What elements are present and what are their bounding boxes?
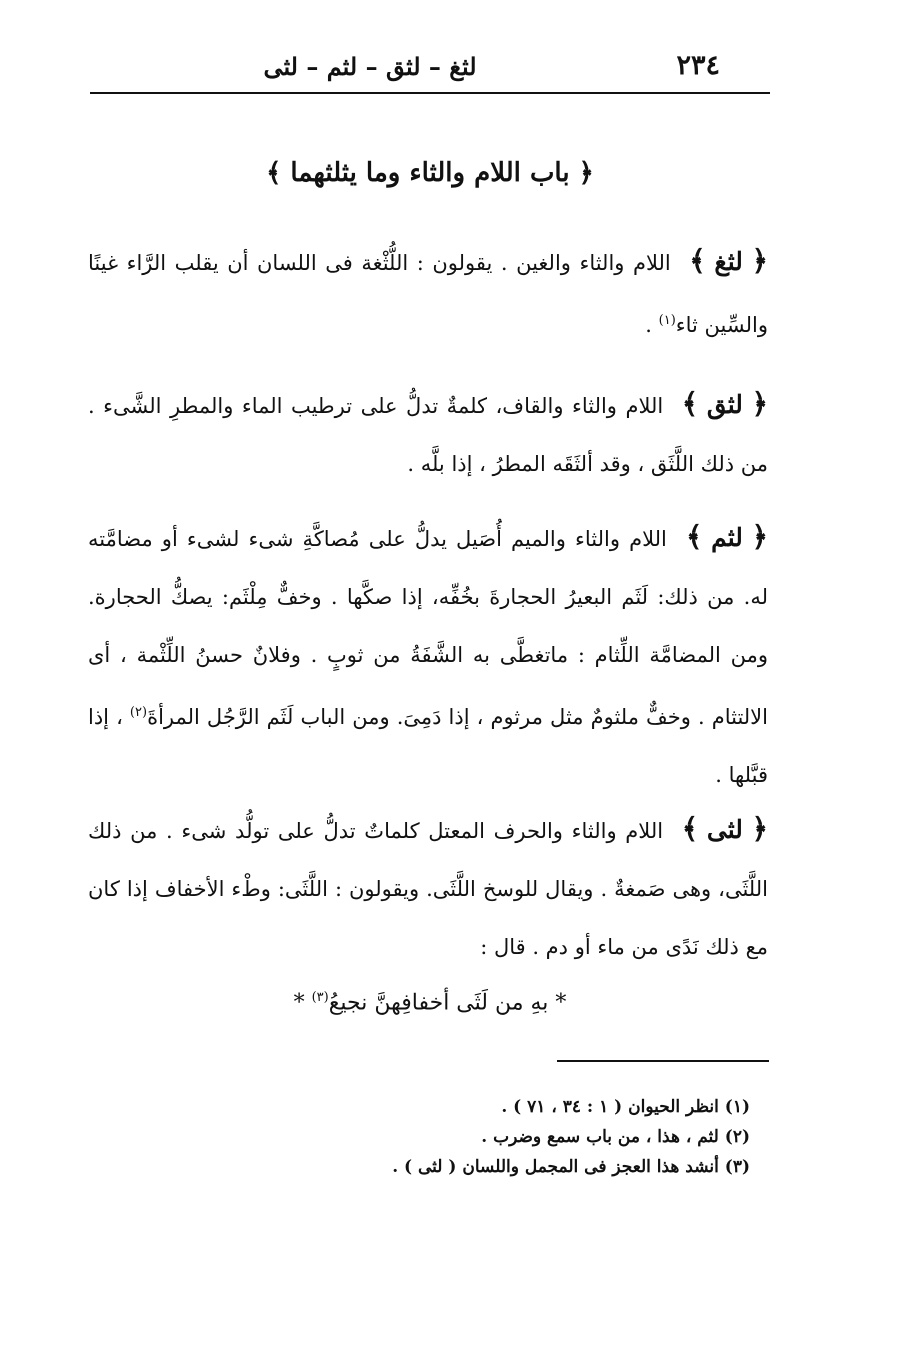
entry-tail: . — [645, 313, 659, 337]
entry-headword: ﴿ لثم ﴾ — [685, 520, 768, 553]
running-header — [90, 48, 770, 94]
headword-text: لثق — [706, 390, 743, 419]
footnote-divider — [557, 1060, 769, 1062]
footnote-ref: (١) — [658, 313, 676, 328]
entry-tail: ، إذا قبَّلها . — [88, 705, 768, 787]
poem-text: * بهِ من لَثَى أخفافِهنَّ نجيعُ — [328, 990, 567, 1016]
entry-headword: ﴿ لثى ﴾ — [681, 812, 768, 845]
footnote-2: (٢) لثم ، هذا ، من باب سمع وضرب . — [481, 1127, 750, 1147]
headword-text: لثم — [711, 523, 743, 552]
entry-headword: ﴿ لثق ﴾ — [681, 387, 768, 420]
entry-headword: ﴿ لثغ ﴾ — [689, 244, 768, 277]
entry-body: اللام والثاء والحرف المعتل كلماتٌ تدلُّ على تولُّد شىء . من ذلك اللَّثَى، وهى صَمغةٌ . ويقال للوسخ اللَّثَى. ويقولون : اللَّثَى: وطْء الأخفاف إذا كان مع ذلك نَدًى من ماء أو دم . قال : — [88, 819, 768, 959]
entry-body: اللام والثاء والقاف، كلمةٌ تدلُّ على ترطيب الماء والمطرِ الشَّىء . من ذلك اللَّثَق ، وقد ألثَقَه المطرُ ، إذا بلَّه . — [88, 394, 768, 476]
section-title: ﴿ باب اللام والثاء وما يثلثهما ﴾ — [266, 158, 594, 188]
entry-lathama — [88, 508, 768, 804]
entry-latha — [88, 800, 768, 976]
poem-tail: * — [293, 990, 312, 1016]
poem-line — [90, 990, 770, 1015]
headword-text: لثى — [706, 815, 743, 844]
footnote-1: (١) انظر الحيوان ( ١ : ٣٤ ، ٧١ ) . — [501, 1097, 750, 1117]
header-guide-words: لثغ – لثق – لثم – لثى — [263, 52, 477, 81]
footnote-ref: (٢) — [129, 705, 148, 720]
entry-body: اللام والثاء والغين . يقولون : اللُّثْغة فى اللسان أن يقلب الرَّاء غينًا والسِّين ثاء — [88, 251, 768, 337]
footnotes — [230, 1092, 750, 1182]
page-number: ٢٣٤ — [676, 50, 720, 81]
entry-lathagh — [88, 232, 768, 354]
headword-text: لثغ — [714, 247, 743, 276]
entry-body: اللام والثاء والميم أُصَيل يدلُّ على مُصاكَّةِ شىء لشىء أو مضامَّته له. من ذلك: لَثَم البعيرُ الحجارةَ بخُفِّه، إذا صكَّها . وخفٌّ مِلْثَم: يصكُّ الحجارة. ومن المضامَّة اللِّثام : ماتغطَّى به الشَّفَةُ من ثوبٍ . وفلانٌ حسنُ اللِّثْمة ، أى الالتثام . وخفٌّ ملثومٌ مثل مرثوم ، إذا دَمِىَ. ومن الباب لَثَم الرَّجُل المرأةَ — [88, 527, 768, 729]
footnote-ref: (٣) — [311, 990, 329, 1005]
entry-lathaq — [88, 375, 768, 493]
footnote-3: (٣) أنشد هذا العجز فى المجمل واللسان ( لثى ) . — [392, 1157, 750, 1177]
